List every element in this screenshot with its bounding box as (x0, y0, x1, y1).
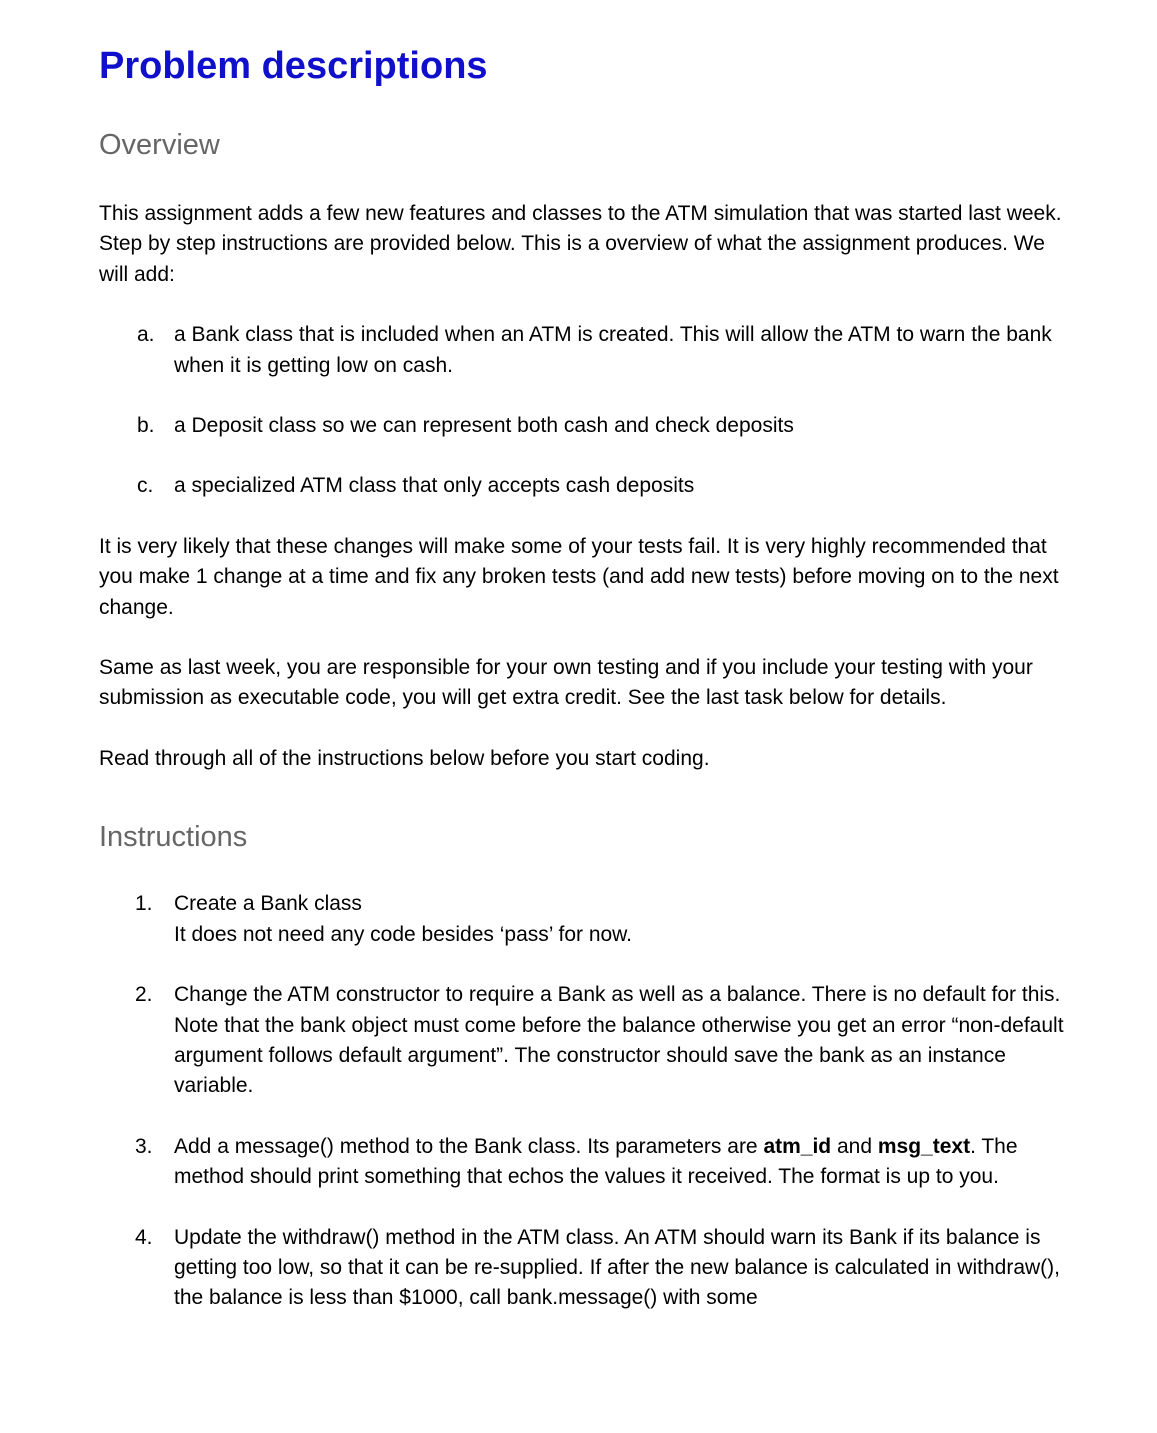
step-text: Create a Bank class (174, 892, 362, 916)
extra-credit-paragraph: Same as last week, you are responsible for your own testing and if you include your testing with your submission as executable code, you will get extra credit. See the last task below for details. (99, 656, 1033, 710)
instruction-step-4 (99, 1223, 1074, 1314)
param-msg-text: msg_text (877, 1134, 971, 1158)
step-text: and (831, 1134, 878, 1158)
list-marker: b. (137, 414, 155, 438)
step-number: 1. (135, 892, 153, 916)
step-text: . The method should print something that echos the values it received. The format is up to you. (174, 1134, 1018, 1189)
list-marker: c. (137, 474, 154, 498)
step-text: Add a message() method to the Bank class. Its parameters are (174, 1134, 764, 1158)
instruction-step-2 (99, 980, 1074, 1102)
testing-warning-paragraph: It is very likely that these changes will make some of your tests fail. It is very highly recommended that you make 1 change at a time and fix any broken tests (and add new tests) before moving on to the next change. (99, 534, 1059, 619)
page-title: Problem descriptions (99, 45, 488, 87)
instructions-list (99, 889, 1074, 1313)
list-item (99, 411, 1074, 441)
step-text: It does not need any code besides ‘pass’ for now. (174, 922, 633, 946)
step-text: Change the ATM constructor to require a Bank as well as a balance. There is no default for this. Note that the bank object must come before the balance otherwise you get an error “non-default argument follows default argument”. The constructor should save the bank as an instance variable. (174, 983, 1064, 1098)
feature-list (99, 320, 1074, 502)
step-number: 3. (135, 1134, 153, 1158)
document-page (99, 40, 1074, 1314)
overview-heading: Overview (99, 129, 220, 161)
list-item-text: a Bank class that is included when an ATM is created. This will allow the ATM to warn the bank when it is getting low on cash. (174, 323, 1052, 377)
param-atm-id: atm_id (763, 1134, 832, 1158)
list-marker: a. (137, 323, 155, 347)
step-number: 4. (135, 1225, 153, 1249)
list-item (99, 471, 1074, 501)
list-item-text: a Deposit class so we can represent both cash and check deposits (174, 414, 794, 438)
step-text: Update the withdraw() method in the ATM class. An ATM should warn its Bank if its balance is getting too low, so that it can be re-supplied. If after the new balance is calculated in withdraw(), the balance is less than $1000, call bank.message() with some (174, 1225, 1060, 1310)
instruction-step-1 (99, 889, 1074, 950)
list-item-text: a specialized ATM class that only accepts cash deposits (174, 474, 695, 498)
step-number: 2. (135, 983, 153, 1007)
list-item (99, 320, 1074, 381)
read-first-paragraph: Read through all of the instructions below before you start coding. (99, 746, 710, 770)
instruction-step-3 (99, 1132, 1074, 1193)
instructions-heading: Instructions (99, 821, 248, 854)
overview-intro-paragraph: This assignment adds a few new features and classes to the ATM simulation that was started last week. Step by step instructions are provided below. This is a overview of what the assignment produces. We will add: (99, 202, 1062, 286)
